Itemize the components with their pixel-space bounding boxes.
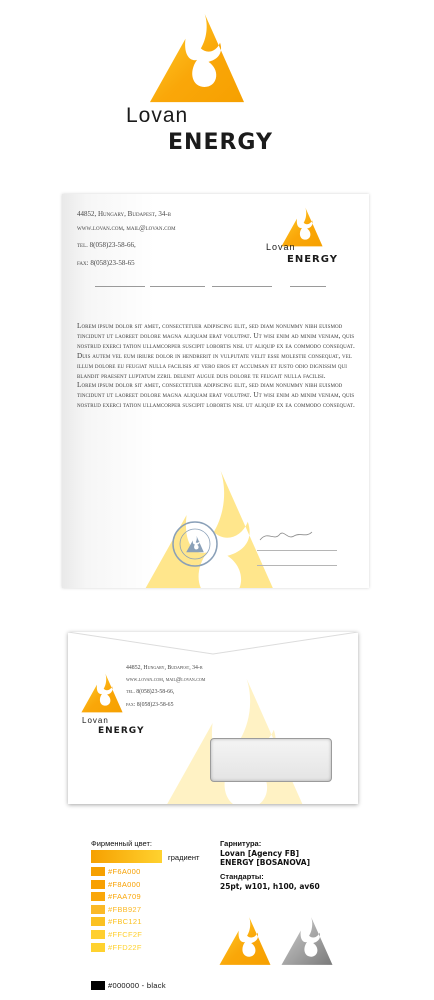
- letter-body: [77, 322, 357, 411]
- ref-line-4: [290, 286, 326, 287]
- typography-title: Гарнитура:: [220, 839, 262, 848]
- letter-address: 44852, Hungary, Budapest, 34-b: [77, 210, 172, 218]
- color-swatch-label: #F8A000: [108, 879, 141, 889]
- color-swatch: [91, 917, 105, 926]
- envelope-fax: fax: 8(058)23-58-65: [126, 702, 174, 708]
- color-swatch-label: #FBC121: [108, 917, 142, 927]
- date-line: [257, 565, 337, 566]
- ref-line-2: [150, 286, 205, 287]
- black-label: #000000 - black: [108, 981, 166, 990]
- envelope-flame-logo-icon: [80, 672, 124, 714]
- envelope-address: 44852, Hungary, Budapest, 34-b: [126, 665, 203, 671]
- color-swatch-label: #FAA709: [108, 892, 141, 902]
- color-swatch-label: #FFD22F: [108, 942, 142, 952]
- letterhead-page: [62, 194, 369, 588]
- standards-title: Стандарты:: [220, 872, 264, 881]
- font-energy: ENERGY [BOSANOVA]: [220, 858, 311, 867]
- color-swatch-label: #F6A000: [108, 867, 141, 876]
- black-swatch: [91, 981, 105, 990]
- color-swatch: [91, 943, 105, 952]
- signature-icon: [256, 524, 316, 546]
- letter-paragraph-1: Lorem ipsum dolor sit amet, consectetuer adipiscing elit, sed diam nonummy nibh euismod tincidunt ut laoreet dolore magna aliquam erat volutpat. Ut wisi enim ad minim veniam, quis nostrud exerci tation ullamcorper suscipit lobortis nisl ut aliquip ex ea commodo consequat. Duis autem vel eum iriure dolor in hendrerit in vulputate velit esse molestie consequat, vel illum dolore eu feugiat nulla facilisis at vero eros et accumsan et iusto odio dignissim qui blandit praesent luptatum zzril delenit augue duis dolore te feugait nulla facilisi.: [77, 322, 355, 380]
- palette-title: Фирменный цвет:: [91, 839, 152, 848]
- envelope-brand-energy: ENERGY: [98, 726, 145, 736]
- color-swatch: [91, 867, 105, 876]
- standards-value: 25pt, w101, h100, av60: [220, 882, 320, 891]
- flame-triangle-logo-icon: [148, 10, 246, 106]
- letter-tel: tel. 8(058)23-58-66,: [77, 241, 136, 249]
- signature-line: [257, 550, 337, 551]
- letter-paragraph-2: Lorem ipsum dolor sit amet, consectetuer adipiscing elit, sed diam nonummy nibh euismod tincidunt ut laoreet dolore magna aliquam erat volutpat. Ut wisi enim ad minim veniam, quis nostrud exerci tation ullamcorper suscipit lobortis nisl ut aliquip ex ea commodo consequat.: [77, 381, 355, 410]
- letter-brand-lovan: Lovan: [266, 242, 296, 252]
- grayscale-logo-sample-icon: [280, 915, 334, 967]
- font-lovan: Lovan [Agency FB]: [220, 849, 300, 858]
- brand-name-lovan: Lovan: [126, 104, 189, 127]
- color-swatch-label: #FFCF2F: [108, 930, 143, 939]
- company-stamp-icon: [171, 520, 219, 568]
- letter-fax: fax: 8(058)23-58-65: [77, 259, 135, 267]
- color-swatch: [91, 905, 105, 914]
- brand-name-energy: ENERGY: [168, 130, 273, 155]
- envelope: [68, 632, 358, 804]
- color-swatch: [91, 880, 105, 889]
- color-swatch-label: #FBB927: [108, 904, 142, 914]
- gradient-swatch: [91, 850, 162, 863]
- gradient-label: градиент: [168, 853, 200, 862]
- color-swatch: [91, 892, 105, 901]
- envelope-web: www.lovan.com, mail@lovan.com: [126, 677, 206, 683]
- color-swatch: [91, 930, 105, 939]
- ref-line-3: [212, 286, 272, 287]
- envelope-address-window: [210, 738, 332, 782]
- letter-web: www.lovan.com, mail@lovan.com: [77, 224, 176, 232]
- ref-line-1: [95, 286, 145, 287]
- letter-brand-energy: ENERGY: [287, 254, 338, 265]
- envelope-tel: tel. 8(058)23-58-66,: [126, 689, 175, 695]
- color-logo-sample-icon: [218, 915, 272, 967]
- envelope-brand-lovan: Lovan: [82, 716, 109, 725]
